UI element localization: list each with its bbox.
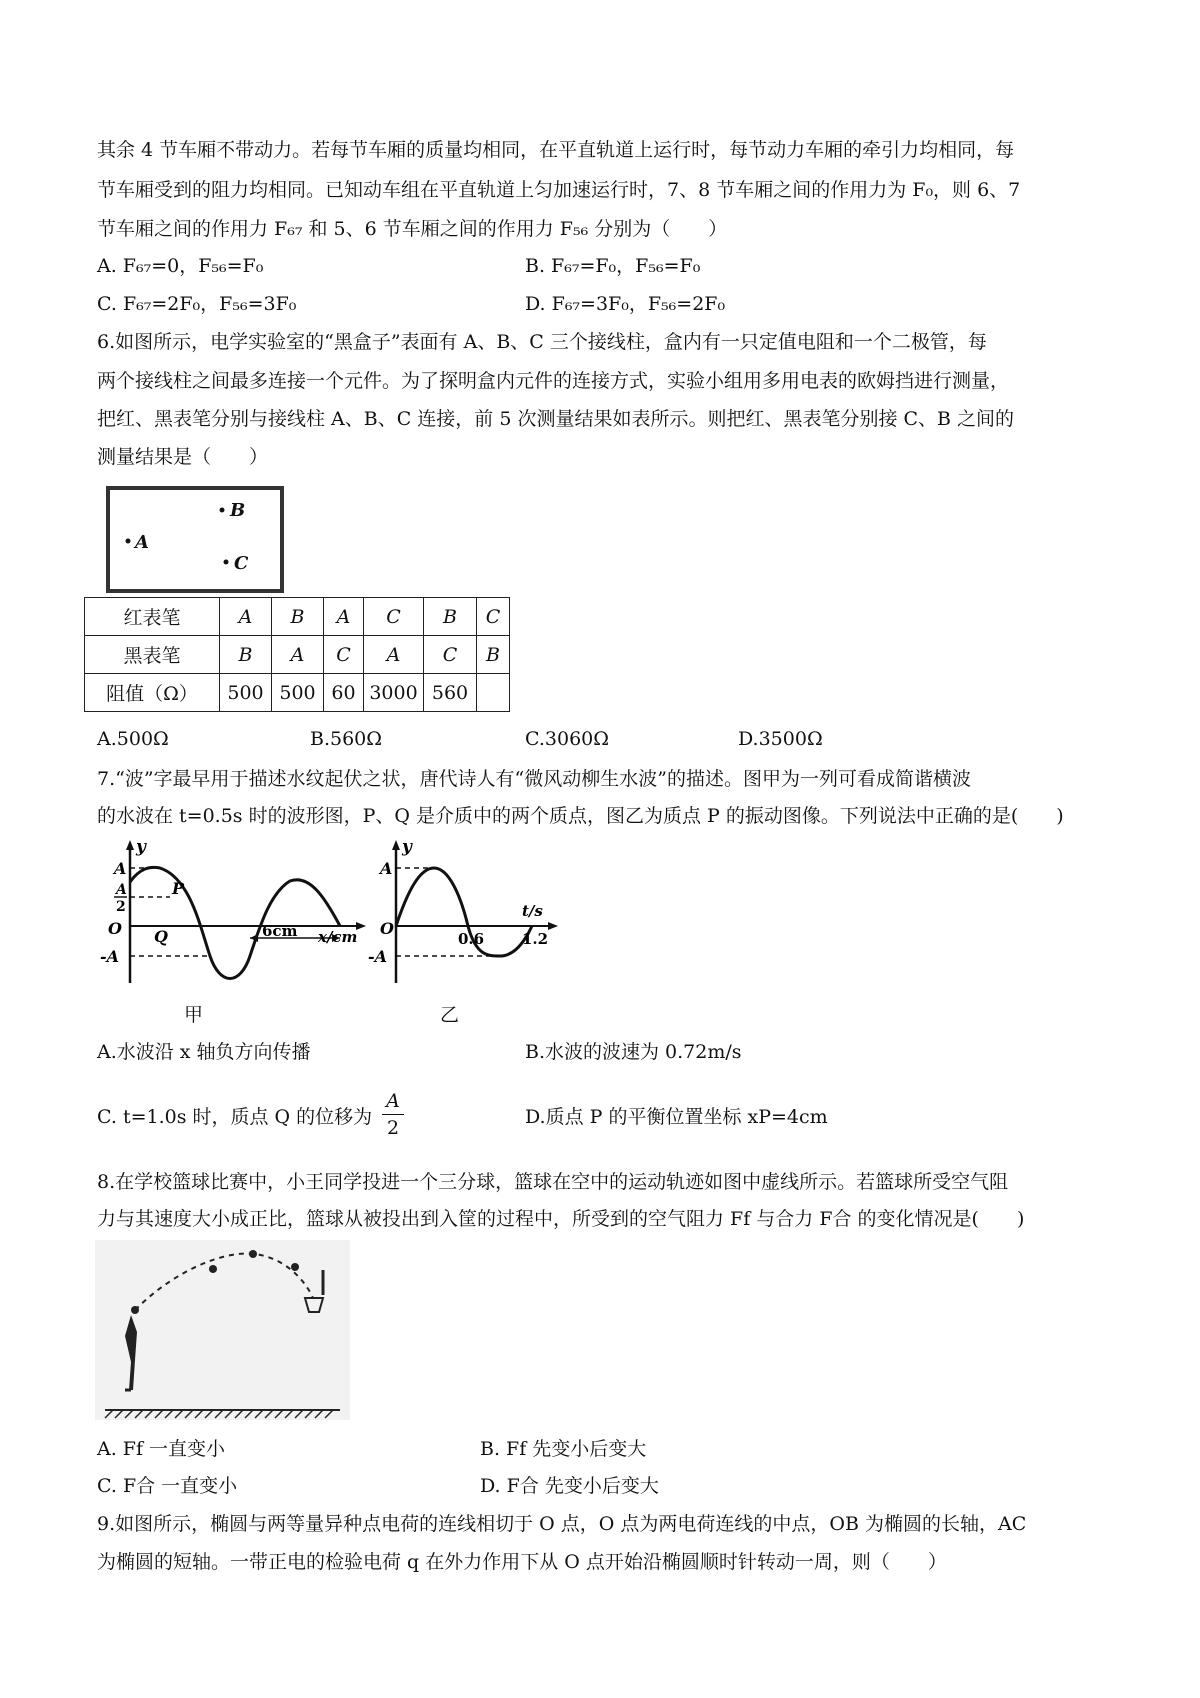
black-box-figure [100,482,290,597]
wave-graph-jia [100,838,370,988]
q8-option-b: B. Ff 先变小后变大 [480,1438,647,1460]
q7-option-c-fraction [382,1088,404,1141]
tick-label-1.2: 1.2 [522,930,549,948]
table-cell: C [477,598,510,636]
label-point-q: Q [154,927,168,946]
label-amp-bottom: -A [368,947,388,966]
fig-caption-yi: 乙 [440,1004,460,1026]
q6-stem-line-4: 测量结果是（ ） [97,446,269,468]
label-half-den: 2 [116,899,126,915]
table-cell: 500 [220,674,272,712]
q8-option-d: D. F合 先变小后变大 [480,1475,659,1497]
q7-stem-line-2: 的水波在 t=0.5s 时的波形图，P、Q 是介质中的两个质点，图乙为质点 P 的振动图像。下列说法中正确的是( ) [97,805,1064,827]
row-header: 红表笔 [85,598,220,636]
q6-option-a: A.500Ω [97,728,169,750]
fraction-numerator: A [386,1090,400,1112]
q6-stem-line-3: 把红、黑表笔分别与接线柱 A、B、C 连接，前 5 次测量结果如表所示。则把红、黑表笔分别接 C、B 之间的 [97,408,1015,430]
table-cell: A [364,636,424,674]
q5-stem-line-1: 其余 4 节车厢不带动力。若每节车厢的质量均相同，在平直轨道上运行时，每节动力车厢的牵引力均相同，每 [97,139,1015,161]
table-cell [477,674,510,712]
table-cell: B [220,636,272,674]
tick-label-0.6: 0.6 [458,930,485,948]
label-amp-top: A [114,859,127,878]
q6-stem-line-2: 两个接线柱之间最多连接一个元件。为了探明盒内元件的连接方式，实验小组用多用电表的欧姆挡进行测量， [97,370,1010,392]
q5-option-c: C. F₆₇=2F₀，F₅₆=3F₀ [97,293,297,315]
q9-stem-line-1: 9.如图所示，椭圆与两等量异种点电荷的连线相切于 O 点，O 点为两电荷连线的中点，OB 为椭圆的长轴，AC [97,1513,1027,1535]
table-cell: 60 [324,674,364,712]
q6-stem-line-1: 6.如图所示，电学实验室的“黑盒子”表面有 A、B、C 三个接线柱，盒内有一只定值电阻和一个二极管，每 [97,331,987,353]
q6-option-d: D.3500Ω [738,728,823,750]
table-cell: A [272,636,324,674]
table-cell: A [324,598,364,636]
table-row [85,598,510,636]
q5-option-b: B. F₆₇=F₀，F₅₆=F₀ [525,255,701,277]
q6-option-b: B.560Ω [310,728,383,750]
q5-stem-line-2: 节车厢受到的阻力均相同。已知动车组在平直轨道上匀加速运行时，7、8 节车厢之间的作用力为 F₀，则 6、7 [97,179,1021,201]
row-header: 黑表笔 [85,636,220,674]
label-span: 6cm [262,922,298,940]
table-row [85,636,510,674]
label-point-p: P [172,879,185,898]
q8-stem-line-1: 8.在学校篮球比赛中，小王同学投进一个三分球，篮球在空中的运动轨迹如图中虚线所示。若篮球所受空气阻 [97,1171,1009,1193]
table-cell: B [272,598,324,636]
box-label-a: A [135,532,149,553]
q7-option-c: C. t=1.0s 时，质点 Q 的位移为 [97,1106,373,1128]
box-label-c: C [234,553,249,574]
box-label-b: B [230,500,246,521]
q5-option-a: A. F₆₇=0，F₅₆=F₀ [97,255,264,277]
table-row [85,674,510,712]
q5-option-d: D. F₆₇=3F₀，F₅₆=2F₀ [525,293,726,315]
q8-option-c: C. F合 一直变小 [97,1475,238,1497]
basketball-figure [95,1240,350,1420]
q9-stem-line-2: 为椭圆的短轴。一带正电的检验电荷 q 在外力作用下从 O 点开始沿椭圆顺时针转动一周，则（ ） [97,1551,947,1573]
table-cell: 500 [272,674,324,712]
label-half-num: A [116,882,127,898]
fig-caption-jia: 甲 [184,1004,204,1026]
row-header: 阻值（Ω） [85,674,220,712]
fraction-denominator: 2 [386,1117,400,1139]
label-origin: O [380,919,394,938]
axis-label-x: x/cm [318,928,358,946]
axis-label-y: y [136,837,146,857]
q7-option-b: B.水波的波速为 0.72m/s [525,1041,742,1063]
table-cell: 560 [424,674,477,712]
axis-label-y: y [402,837,412,857]
table-cell: C [324,636,364,674]
label-amp-top: A [380,859,393,878]
table-cell: C [364,598,424,636]
q6-option-c: C.3060Ω [525,728,610,750]
label-origin: O [108,919,122,938]
q7-stem-line-1: 7.“波”字最早用于描述水纹起伏之状，唐代诗人有“微风动柳生水波”的描述。图甲为一列可看成简谐横波 [97,768,971,790]
table-cell: C [424,636,477,674]
measurement-table [84,597,510,712]
axis-label-t: t/s [522,902,543,920]
table-cell: B [424,598,477,636]
q7-option-a: A.水波沿 x 轴负方向传播 [97,1041,311,1063]
vibration-graph-yi [370,838,570,988]
table-cell: 3000 [364,674,424,712]
table-cell: A [220,598,272,636]
label-amp-bottom: -A [100,947,120,966]
q5-stem-line-3: 节车厢之间的作用力 F₆₇ 和 5、6 节车厢之间的作用力 F₅₆ 分别为（ ） [97,218,728,240]
q8-stem-line-2: 力与其速度大小成正比，篮球从被投出到入筐的过程中，所受到的空气阻力 Ff 与合力 F合 的变化情况是( ) [97,1208,1025,1230]
q8-option-a: A. Ff 一直变小 [97,1438,226,1460]
q7-option-d: D.质点 P 的平衡位置坐标 xP=4cm [525,1106,828,1128]
table-cell: B [477,636,510,674]
